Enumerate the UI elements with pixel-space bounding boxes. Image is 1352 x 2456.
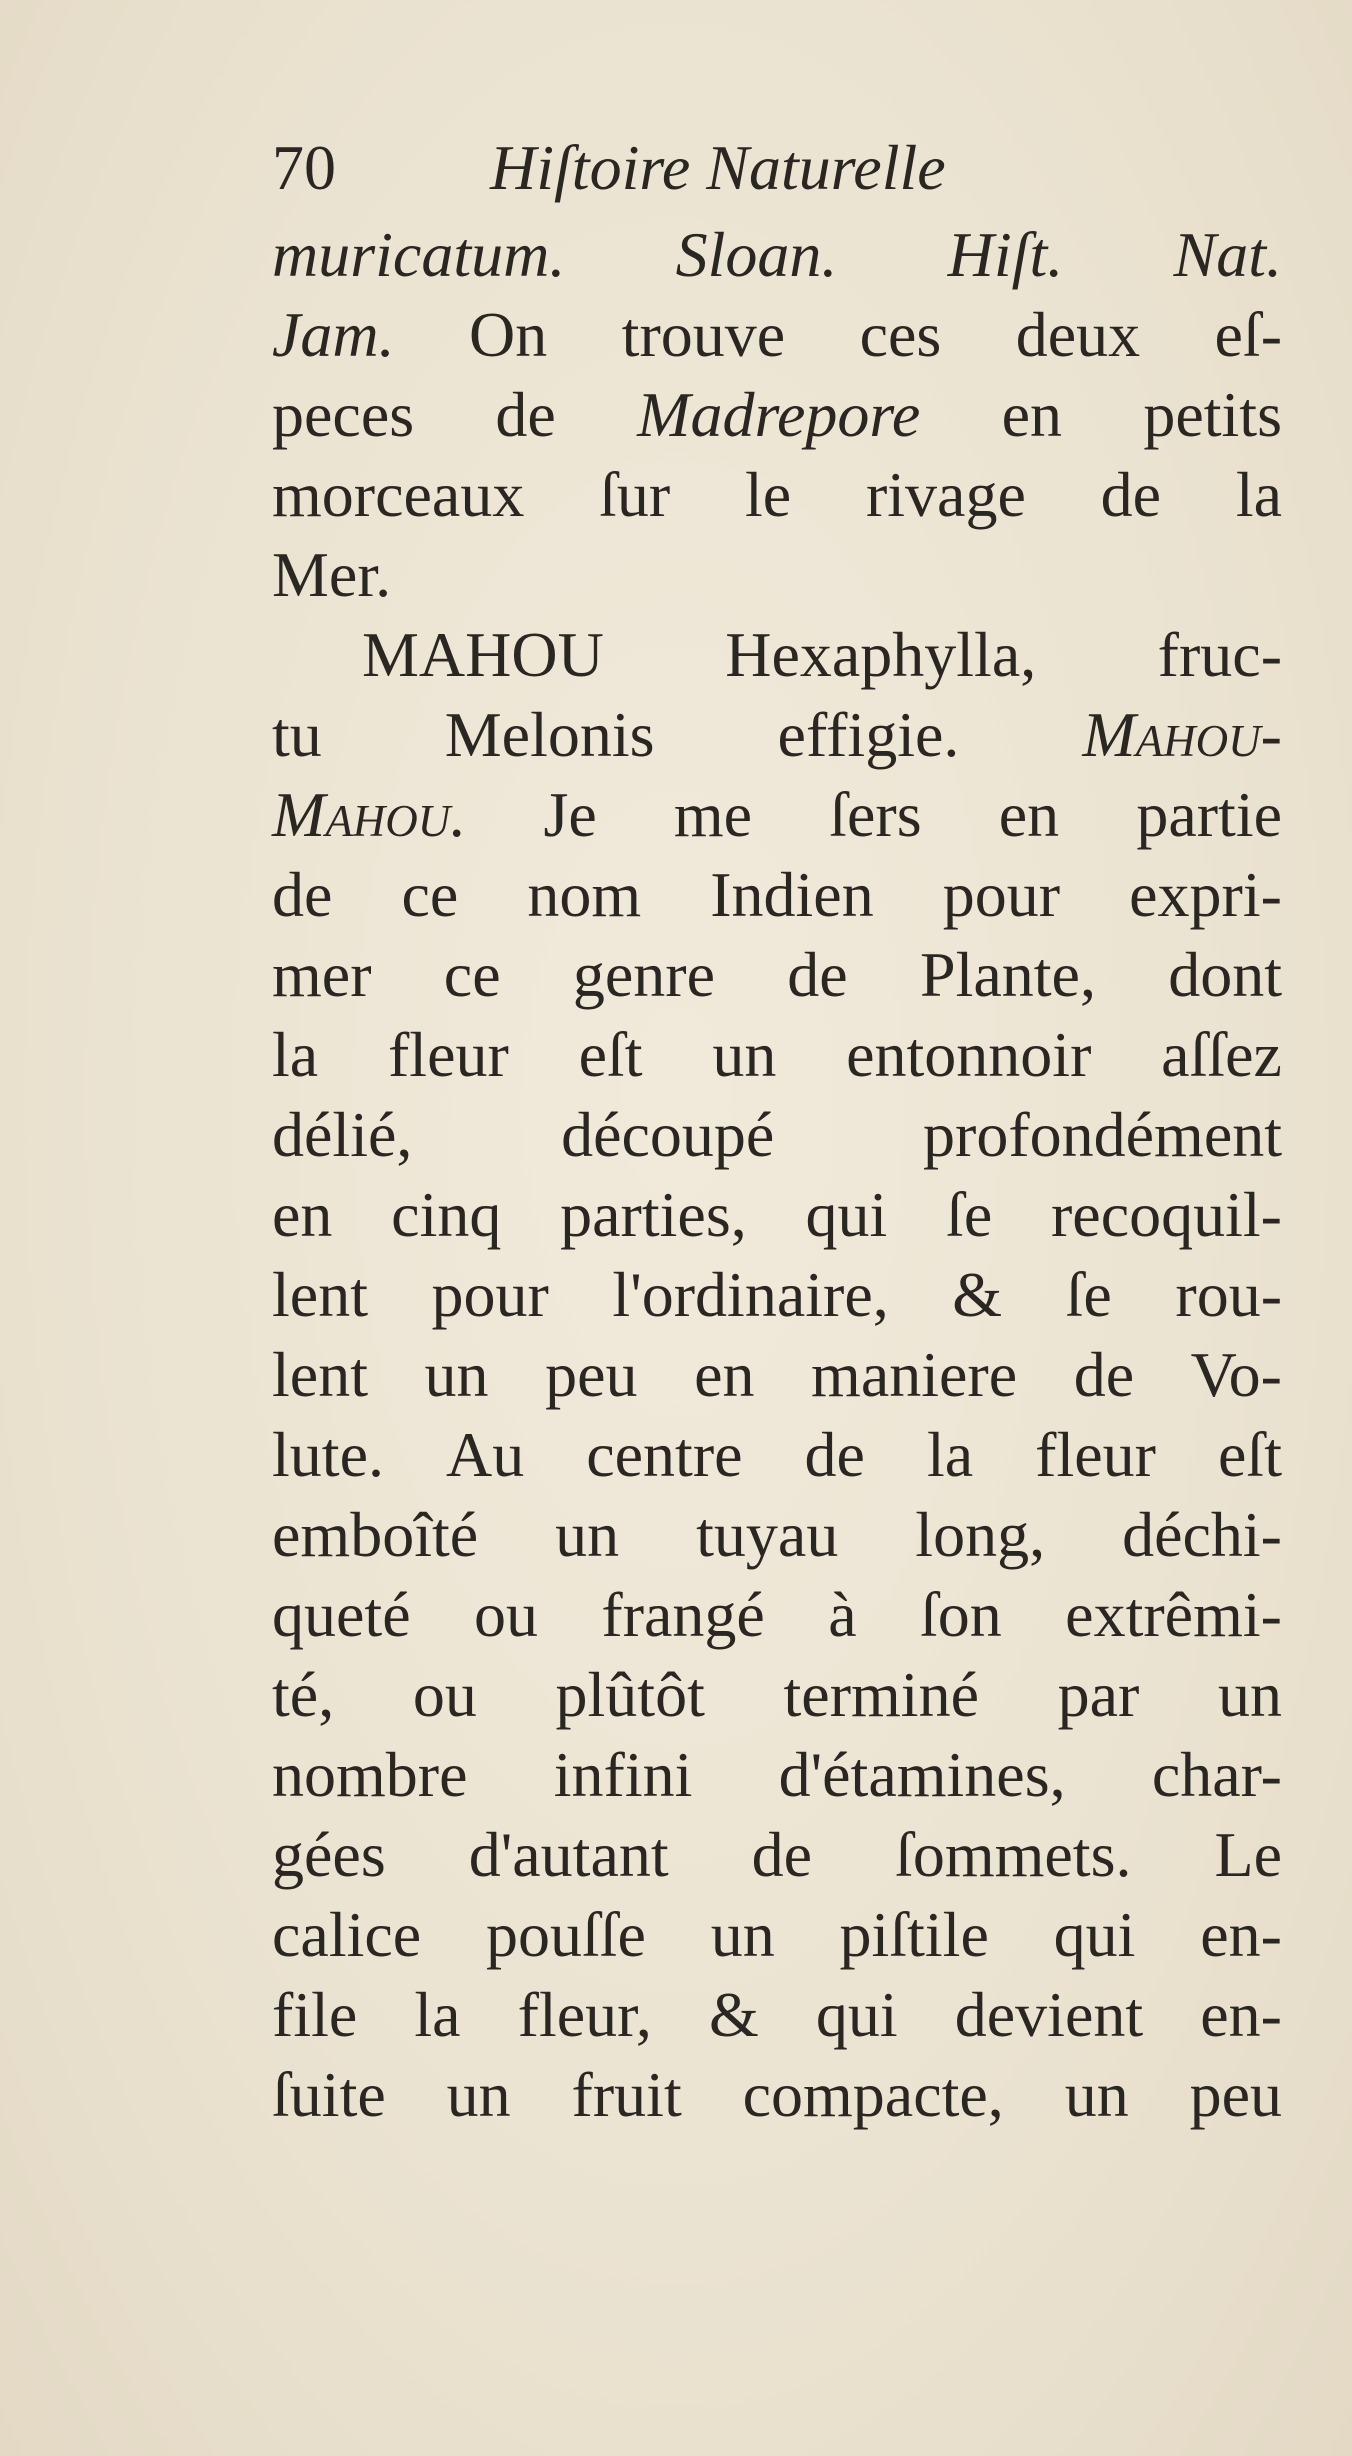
text-line bbox=[272, 455, 1282, 535]
word: peu bbox=[545, 1339, 638, 1410]
word: nombre bbox=[272, 1739, 468, 1810]
word: profondément bbox=[923, 1099, 1282, 1170]
word: qui bbox=[1053, 1899, 1136, 1970]
word: fleur bbox=[1035, 1419, 1156, 1490]
word: char- bbox=[1151, 1739, 1282, 1810]
word: Jam. bbox=[272, 299, 395, 370]
word: me bbox=[673, 779, 753, 850]
word: un bbox=[555, 1499, 620, 1570]
word: un bbox=[1218, 1659, 1282, 1730]
text-line bbox=[272, 1415, 1282, 1495]
word: tu bbox=[272, 699, 322, 770]
text-line bbox=[272, 855, 1282, 935]
word: le bbox=[744, 459, 792, 530]
word: calice bbox=[272, 1899, 422, 1970]
word: compacte, bbox=[742, 2059, 1004, 2130]
word: parties, bbox=[560, 1179, 747, 1250]
word: extrêmi- bbox=[1065, 1579, 1282, 1650]
word: ce bbox=[443, 939, 501, 1010]
text-line bbox=[272, 2055, 1282, 2135]
word: queté bbox=[272, 1579, 411, 1650]
word: eſ- bbox=[1214, 299, 1282, 370]
word: lute. bbox=[272, 1419, 384, 1490]
text-block bbox=[272, 120, 1282, 2135]
word: de bbox=[1073, 1339, 1135, 1410]
text-line bbox=[272, 1575, 1282, 1655]
word: lent bbox=[272, 1259, 368, 1330]
word: muricatum. bbox=[272, 219, 566, 290]
word: un bbox=[1064, 2059, 1129, 2130]
text-line bbox=[272, 1495, 1282, 1575]
word: fruit bbox=[571, 2059, 682, 2130]
word: Plante, bbox=[919, 939, 1096, 1010]
word: de bbox=[272, 859, 333, 930]
word: Hiſt. bbox=[947, 219, 1064, 290]
word: ſon bbox=[920, 1579, 1002, 1650]
word: dont bbox=[1168, 939, 1282, 1010]
word: Madrepore bbox=[637, 379, 921, 450]
word: ce bbox=[401, 859, 459, 930]
text-line bbox=[272, 695, 1282, 775]
word: de bbox=[787, 939, 848, 1010]
word: ou bbox=[473, 1579, 538, 1650]
word: ou bbox=[412, 1659, 477, 1730]
word: devient bbox=[954, 1979, 1144, 2050]
text-line bbox=[272, 1735, 1282, 1815]
word: en- bbox=[1200, 1979, 1282, 2050]
text-line bbox=[272, 295, 1282, 375]
word: MAHOU bbox=[362, 619, 604, 690]
word: entonnoir bbox=[846, 1019, 1092, 1090]
word: Melonis bbox=[444, 699, 655, 770]
text-line bbox=[272, 1095, 1282, 1175]
word: ſommets. bbox=[895, 1819, 1132, 1890]
word: ſers bbox=[829, 779, 922, 850]
word: On bbox=[469, 299, 548, 370]
word: à bbox=[828, 1579, 857, 1650]
word: fruc- bbox=[1157, 619, 1282, 690]
word: un bbox=[446, 2059, 511, 2130]
word: Vo- bbox=[1190, 1339, 1282, 1410]
word: pour bbox=[942, 859, 1061, 930]
word: trouve bbox=[621, 299, 786, 370]
word: rivage bbox=[865, 459, 1026, 530]
text-line bbox=[272, 1895, 1282, 1975]
word: tuyau bbox=[696, 1499, 839, 1570]
word: maniere bbox=[811, 1339, 1018, 1410]
word: découpé bbox=[561, 1099, 775, 1170]
word: en bbox=[694, 1339, 755, 1410]
word: un bbox=[424, 1339, 489, 1410]
word: ſe bbox=[1065, 1259, 1112, 1330]
word: té, bbox=[272, 1659, 335, 1730]
word: Au bbox=[445, 1419, 525, 1490]
word: pour bbox=[431, 1259, 549, 1330]
word: & bbox=[952, 1259, 1003, 1330]
word: & bbox=[709, 1979, 759, 2050]
text-line bbox=[272, 375, 1282, 455]
word: deux bbox=[1015, 299, 1141, 370]
word: expri- bbox=[1129, 859, 1282, 930]
word: mer bbox=[272, 939, 372, 1010]
word: fleur, bbox=[517, 1979, 652, 2050]
word: la bbox=[1235, 459, 1282, 530]
word: qui bbox=[805, 1179, 888, 1250]
text-line bbox=[272, 1015, 1282, 1095]
word: d'étamines, bbox=[778, 1739, 1066, 1810]
word: d'autant bbox=[468, 1819, 669, 1890]
word: eſt bbox=[578, 1019, 643, 1090]
word: la bbox=[414, 1979, 461, 2050]
word: morceaux bbox=[272, 459, 525, 530]
word: Nat. bbox=[1173, 219, 1282, 290]
word: délié, bbox=[272, 1099, 413, 1170]
word: de bbox=[751, 1819, 813, 1890]
text-line bbox=[272, 1175, 1282, 1255]
text-line bbox=[272, 935, 1282, 1015]
body-text bbox=[272, 215, 1282, 2135]
word: emboîté bbox=[272, 1499, 479, 1570]
word: ſur bbox=[599, 459, 671, 530]
word: Mahou. bbox=[272, 779, 467, 850]
word: partie bbox=[1136, 779, 1282, 850]
word: l'ordinaire, bbox=[612, 1259, 889, 1330]
word: terminé bbox=[783, 1659, 979, 1730]
text-line bbox=[272, 1255, 1282, 1335]
text-line bbox=[272, 1815, 1282, 1895]
text-line bbox=[272, 535, 1282, 615]
word: peces bbox=[272, 379, 415, 450]
word: Hexaphylla, bbox=[725, 619, 1037, 690]
text-line bbox=[272, 1975, 1282, 2055]
word: long, bbox=[915, 1499, 1046, 1570]
word: genre bbox=[572, 939, 715, 1010]
word: frangé bbox=[601, 1579, 765, 1650]
word: de bbox=[495, 379, 556, 450]
word: file bbox=[272, 1979, 358, 2050]
word: ſe bbox=[946, 1179, 993, 1250]
word: piſtile bbox=[839, 1899, 989, 1970]
word: Le bbox=[1214, 1819, 1282, 1890]
word: petits bbox=[1143, 379, 1282, 450]
word: un bbox=[710, 1899, 775, 1970]
word: la bbox=[272, 1019, 319, 1090]
word: eſt bbox=[1218, 1419, 1282, 1490]
word: Sloan. bbox=[675, 219, 838, 290]
running-title: Hiſtoire Naturelle bbox=[490, 132, 946, 203]
word: déchi- bbox=[1122, 1499, 1282, 1570]
word: en- bbox=[1200, 1899, 1282, 1970]
word: effigie. bbox=[777, 699, 960, 770]
word: en bbox=[272, 1179, 333, 1250]
word: fleur bbox=[387, 1019, 509, 1090]
word: infini bbox=[553, 1739, 693, 1810]
text-line bbox=[272, 775, 1282, 855]
word: pouſſe bbox=[485, 1899, 646, 1970]
word: aſſez bbox=[1161, 1019, 1282, 1090]
word: lent bbox=[272, 1339, 368, 1410]
word: plûtôt bbox=[555, 1659, 705, 1730]
text-line bbox=[272, 1335, 1282, 1415]
word: Je bbox=[543, 779, 597, 850]
word: la bbox=[926, 1419, 974, 1490]
text-line bbox=[272, 615, 1282, 695]
word: en bbox=[1001, 379, 1063, 450]
word: ſuite bbox=[272, 2059, 386, 2130]
word: recoquil- bbox=[1050, 1179, 1282, 1250]
word: qui bbox=[815, 1979, 898, 2050]
word: de bbox=[1100, 459, 1162, 530]
word: gées bbox=[272, 1819, 386, 1890]
word: centre bbox=[586, 1419, 743, 1490]
text-line bbox=[272, 1655, 1282, 1735]
word: rou- bbox=[1175, 1259, 1282, 1330]
word: un bbox=[712, 1019, 777, 1090]
word: ces bbox=[859, 299, 942, 370]
word: cinq bbox=[391, 1179, 502, 1250]
text-line bbox=[272, 215, 1282, 295]
page-header bbox=[272, 120, 1282, 215]
word: nom bbox=[527, 859, 642, 930]
word: de bbox=[804, 1419, 865, 1490]
word: Mer. bbox=[272, 539, 392, 610]
word: peu bbox=[1189, 2059, 1282, 2130]
word: par bbox=[1057, 1659, 1140, 1730]
page-number: 70 bbox=[272, 132, 336, 203]
word: Mahou- bbox=[1082, 699, 1282, 770]
word: Indien bbox=[710, 859, 874, 930]
word: en bbox=[998, 779, 1060, 850]
